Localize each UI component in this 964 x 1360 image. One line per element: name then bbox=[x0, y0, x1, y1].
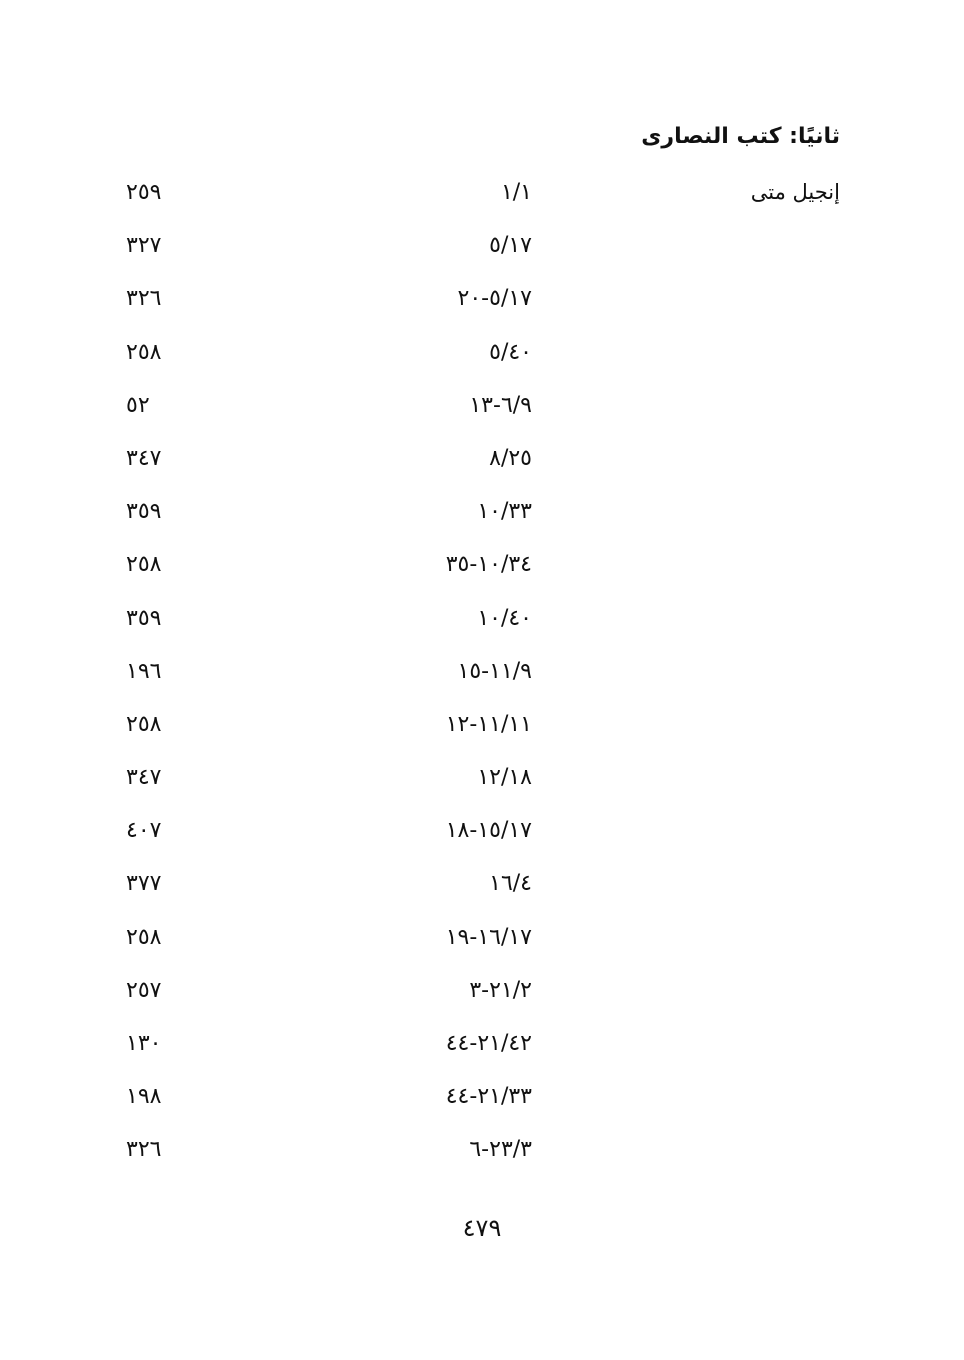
index-row bbox=[0, 761, 964, 814]
verse-reference: ١٠/٣٣ bbox=[477, 499, 532, 525]
page-reference: ٤٠٧ bbox=[126, 818, 162, 844]
index-row bbox=[0, 602, 964, 655]
index-row bbox=[0, 708, 964, 761]
verse-reference: ١١/١١-١٢ bbox=[445, 711, 532, 737]
verse-reference: ٢٣/٣-٦ bbox=[469, 1137, 532, 1163]
index-row bbox=[0, 655, 964, 708]
page-reference: ١٣٠ bbox=[126, 1031, 162, 1056]
verse-reference: ٢١/٤٢-٤٤ bbox=[445, 1031, 532, 1056]
page-reference: ٣٢٦ bbox=[126, 286, 162, 312]
verse-reference: ٨/٢٥ bbox=[489, 445, 532, 471]
page-reference: ٢٥٨ bbox=[126, 711, 162, 737]
verse-reference: ٢١/٣٣-٤٤ bbox=[445, 1084, 532, 1110]
index-row bbox=[0, 814, 964, 867]
verse-reference: ٥/١٧ bbox=[489, 233, 532, 259]
page-reference: ٢٥٩ bbox=[126, 180, 162, 205]
page-reference: ٢٥٨ bbox=[126, 552, 162, 578]
verse-reference: ١/١ bbox=[500, 180, 532, 205]
verse-reference: ١٠/٣٤-٣٥ bbox=[445, 552, 532, 578]
index-row bbox=[0, 495, 964, 548]
verse-reference: ١٦/١٧-١٩ bbox=[445, 924, 532, 950]
verse-reference: ١٥/١٧-١٨ bbox=[445, 818, 532, 844]
page-reference: ٢٥٨ bbox=[126, 339, 162, 365]
page-reference: ١٩٨ bbox=[126, 1084, 162, 1110]
page-number: ٤٧٩ bbox=[462, 1214, 502, 1242]
page-reference: ٣٤٧ bbox=[126, 765, 162, 791]
index-row bbox=[0, 176, 964, 229]
index-row bbox=[0, 282, 964, 335]
index-row bbox=[0, 548, 964, 601]
index-row bbox=[0, 229, 964, 282]
verse-reference: ١١/٩-١٥ bbox=[457, 658, 532, 684]
page-reference: ٣٤٧ bbox=[126, 445, 162, 471]
section-heading: ثانيًا: كتب النصارى bbox=[641, 124, 840, 149]
index-row bbox=[0, 336, 964, 389]
index-row bbox=[0, 921, 964, 974]
index-row bbox=[0, 442, 964, 495]
index-row bbox=[0, 389, 964, 442]
page-reference: ٢٥٧ bbox=[126, 977, 162, 1003]
verse-reference: ٢١/٢-٣ bbox=[469, 977, 532, 1003]
index-row bbox=[0, 1080, 964, 1133]
page-reference: ٣٢٧ bbox=[126, 233, 162, 259]
verse-reference: ٥/١٧-٢٠ bbox=[457, 286, 532, 312]
index-row bbox=[0, 1133, 964, 1186]
page-reference: ٣٥٩ bbox=[126, 605, 162, 631]
verse-reference: ١٦/٤ bbox=[489, 871, 532, 897]
index-row bbox=[0, 974, 964, 1027]
verse-index-list bbox=[0, 176, 964, 1187]
page-reference: ٥٢ bbox=[126, 392, 150, 418]
index-row bbox=[0, 1027, 964, 1080]
page-reference: ١٩٦ bbox=[126, 658, 162, 684]
verse-reference: ٦/٩-١٣ bbox=[469, 392, 532, 418]
index-row bbox=[0, 867, 964, 920]
page-reference: ٢٥٨ bbox=[126, 924, 162, 950]
page-reference: ٣٢٦ bbox=[126, 1137, 162, 1163]
verse-reference: ٥/٤٠ bbox=[489, 339, 532, 365]
verse-reference: ١٢/١٨ bbox=[477, 765, 532, 791]
book-name-label: إنجيل متى bbox=[750, 180, 840, 204]
page-reference: ٣٥٩ bbox=[126, 499, 162, 525]
verse-reference: ١٠/٤٠ bbox=[477, 605, 532, 631]
page-reference: ٣٧٧ bbox=[126, 871, 162, 897]
